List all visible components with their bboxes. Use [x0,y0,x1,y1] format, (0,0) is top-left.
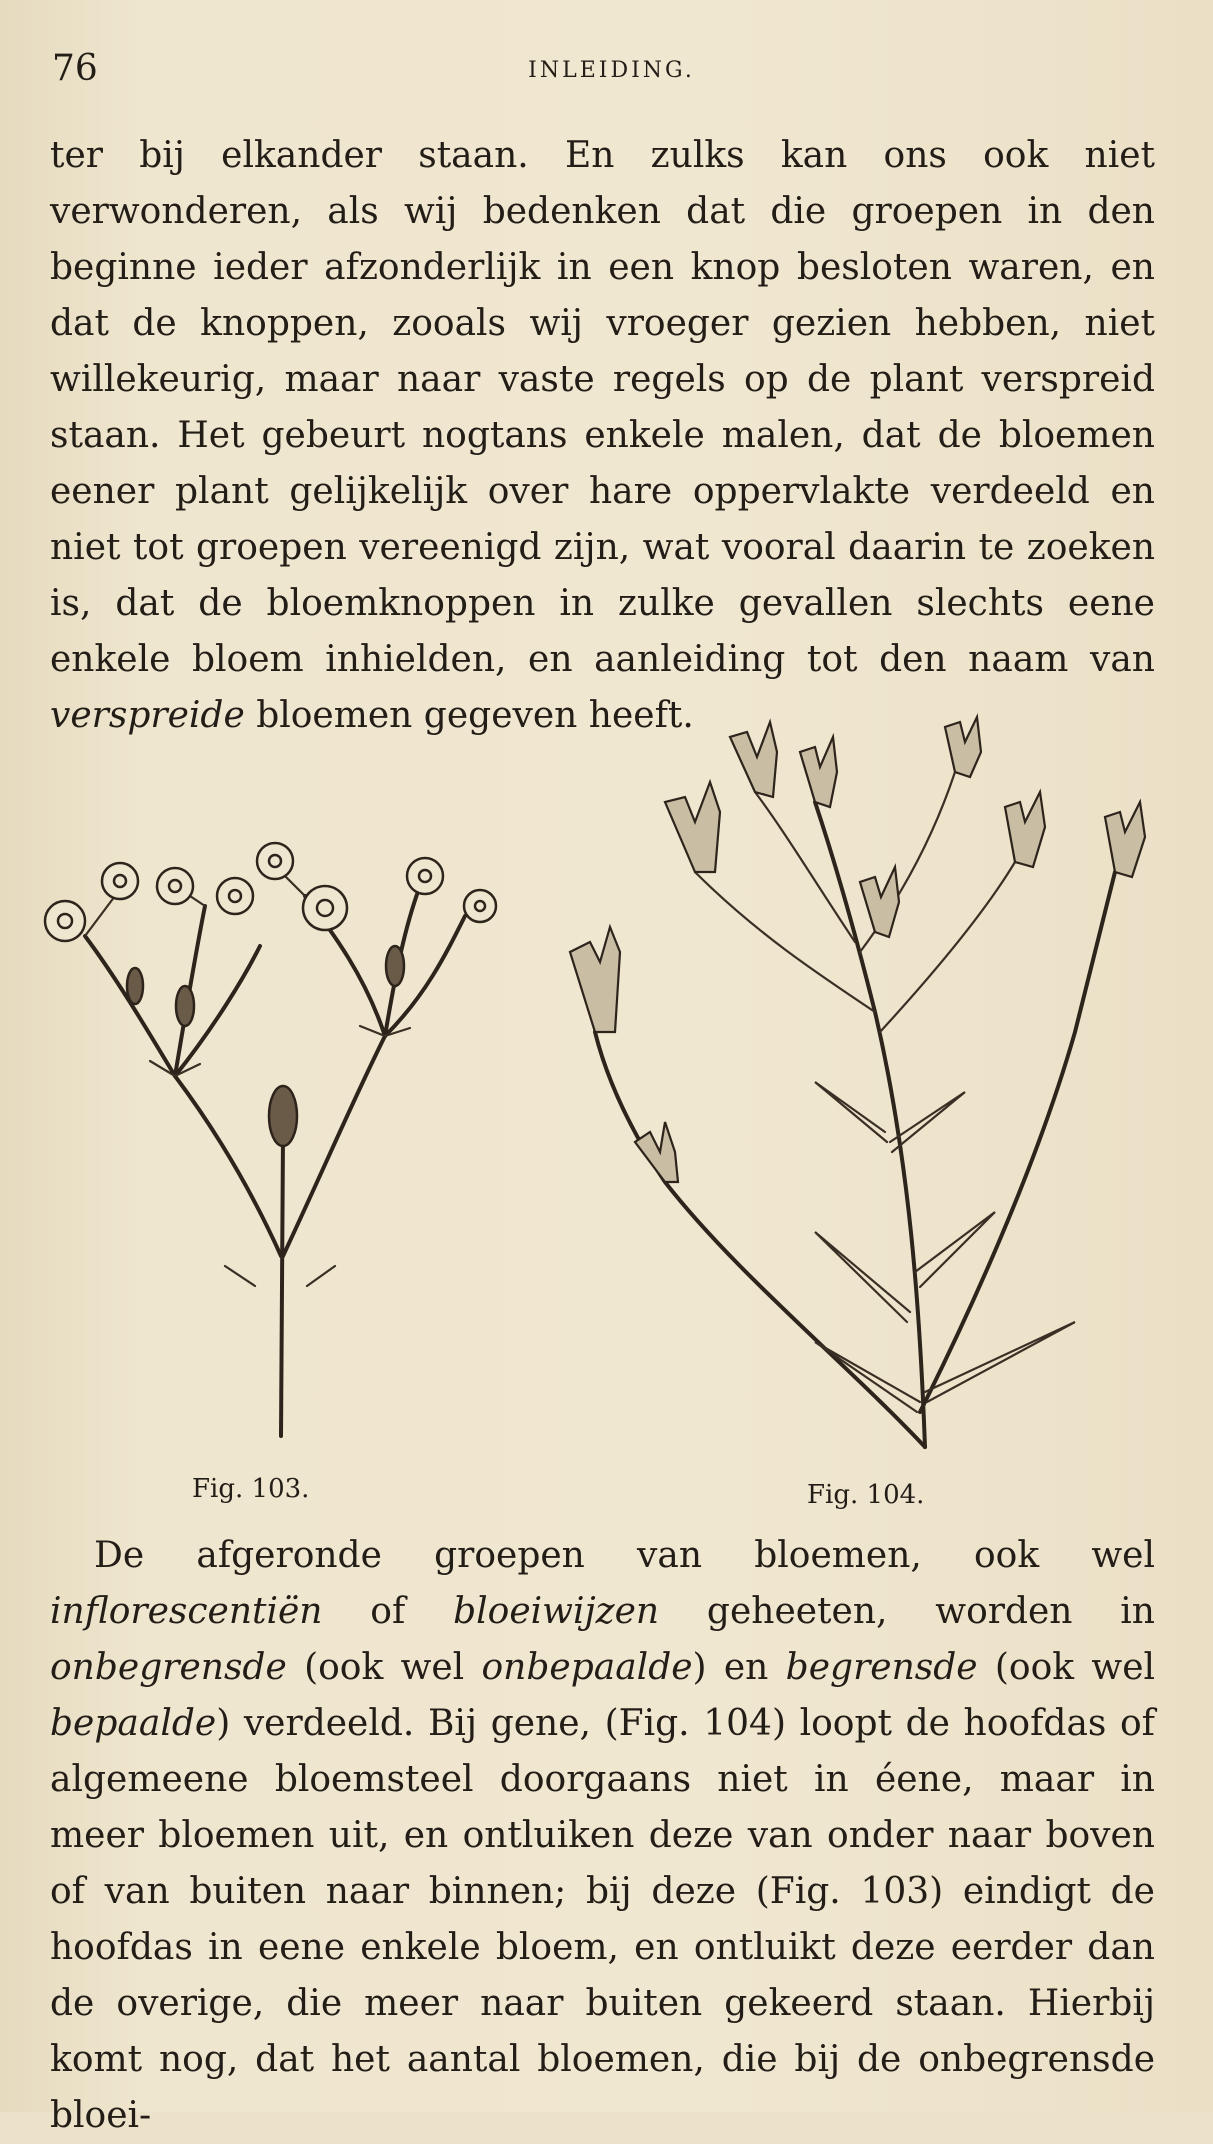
italic-term-verspreide: verspreide [50,695,245,736]
italic-term-onbepaalde: onbepaalde [481,1647,693,1688]
running-head: INLEIDING. [528,58,695,83]
figure-103-caption: Fig. 103. [192,1474,310,1504]
figure-104-illustration [515,712,1195,1452]
paragraph-2-text-g: ) verdeeld. Bij gene, (Fig. 104) loopt de hoofdas of algemeene bloemsteel doorgaans niet in éene, maar in meer bloemen uit, en ontluiken deze van onder naar boven of van buiten naar binnen; bij deze (Fig. 103) eindigt de hoofdas in eene enkele bloem, en ontluikt deze eerder dan de overige, die meer naar buiten gekeerd staan. Hierbij komt nog, dat het aantal bloemen, die bij de onbegrensde bloei- [50,1703,1155,2136]
paragraph-2-text-c: geheeten, worden in [659,1591,1155,1632]
figure-104-caption: Fig. 104. [807,1480,925,1510]
cyme-stems [85,866,465,1436]
italic-term-inflorescentien: inflorescentiën [50,1591,323,1632]
paragraph-2-text-e: ) en [692,1647,786,1688]
figure-103-illustration [25,836,525,1436]
open-flowers [45,843,496,941]
paragraph-2-text-a: De afgeronde groepen van bloemen, ook wel [94,1535,1155,1576]
paragraph-2-text-d: (ook wel [286,1647,482,1688]
paragraph-1 [50,128,1155,744]
italic-term-begrensde: begrensde [785,1647,978,1688]
paragraph-2-text-f: (ook wel [977,1647,1156,1688]
page-number: 76 [52,48,98,89]
paragraph-2 [50,1528,1155,2144]
italic-term-bepaalde: bepaalde [50,1703,217,1744]
italic-term-bloeiwijzen: bloeiwijzen [453,1591,660,1632]
italic-term-onbegrensde: onbegrensde [50,1647,287,1688]
paragraph-2-text-b: of [322,1591,454,1632]
paragraph-1-text-b: bloemen gegeven heeft. [244,695,694,736]
page-header [50,48,1173,98]
paragraph-1-text-a: ter bij elkander staan. En zulks kan ons ook niet verwonderen, als wij bedenken dat die groepen in den beginne ieder afzonderlijk in een knop besloten waren, en dat de knoppen, zooals wij vroeger gezien hebben, niet willekeurig, maar naar vaste regels op de plant verspreid staan. Het gebeurt nogtans enkele malen, dat de bloemen eener plant gelijkelijk over hare oppervlakte verdeeld en niet tot groepen vereenigd zijn, wat vooral daarin te zoeken is, dat de bloemknoppen in zulke gevallen slechts eene enkele bloem inhielden, en aanleiding tot den naam van [50,135,1155,680]
central-bud [269,1086,297,1146]
